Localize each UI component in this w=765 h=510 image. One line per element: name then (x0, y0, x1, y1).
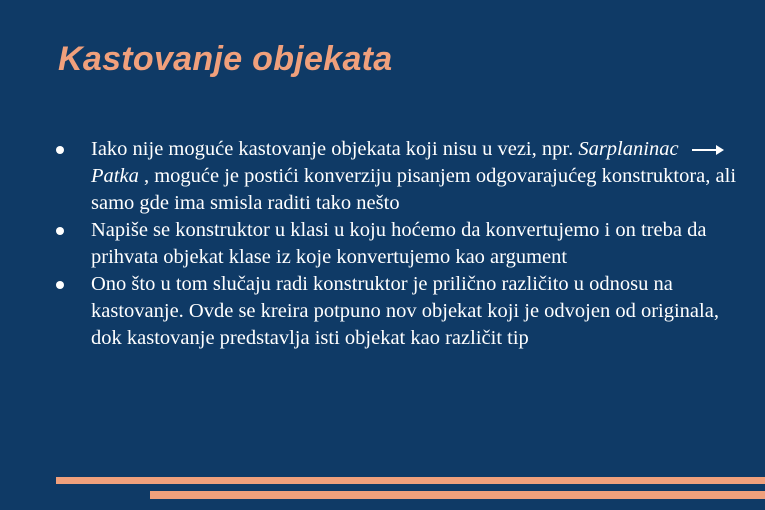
bullet-item-1 (56, 136, 736, 217)
bullet-dot-icon (56, 227, 64, 235)
decorative-bar-bottom (150, 491, 765, 499)
bullet-text-1-after: , moguće je postići konverziju pisanjem odgovarajućeg konstruktora, ali samo gde ima smisla raditi tako nešto (91, 165, 737, 214)
bullet-item-3 (56, 271, 736, 352)
bullet-text-3: Ono što u tom slučaju radi konstruktor je prilično različito u odnosu na kastovanje. Ovde se kreira potpuno nov objekat koji je odvojen od originala, dok kastovanje predstavlja isti objekat kao različit tip (91, 273, 719, 349)
bullet-list (56, 136, 736, 352)
right-arrow-icon (692, 143, 726, 157)
arrow-head (716, 145, 724, 155)
bullet-dot-icon (56, 146, 64, 154)
bullet-text-1-from: Sarplaninac (578, 138, 679, 160)
bullet-text-1-to: Patka (91, 165, 139, 187)
decorative-bar-top (56, 477, 765, 484)
bullet-item-2 (56, 217, 736, 271)
bullet-dot-icon (56, 281, 64, 289)
bullet-text-2: Napiše se konstruktor u klasi u koju hoćemo da konvertujemo i on treba da prihvata objekat klase iz koje konvertujemo kao argument (91, 219, 707, 268)
slide-title: Kastovanje objekata (58, 40, 393, 78)
bullet-text-1-before: Iako nije moguće kastovanje objekata koji nisu u vezi, npr. (91, 138, 579, 160)
